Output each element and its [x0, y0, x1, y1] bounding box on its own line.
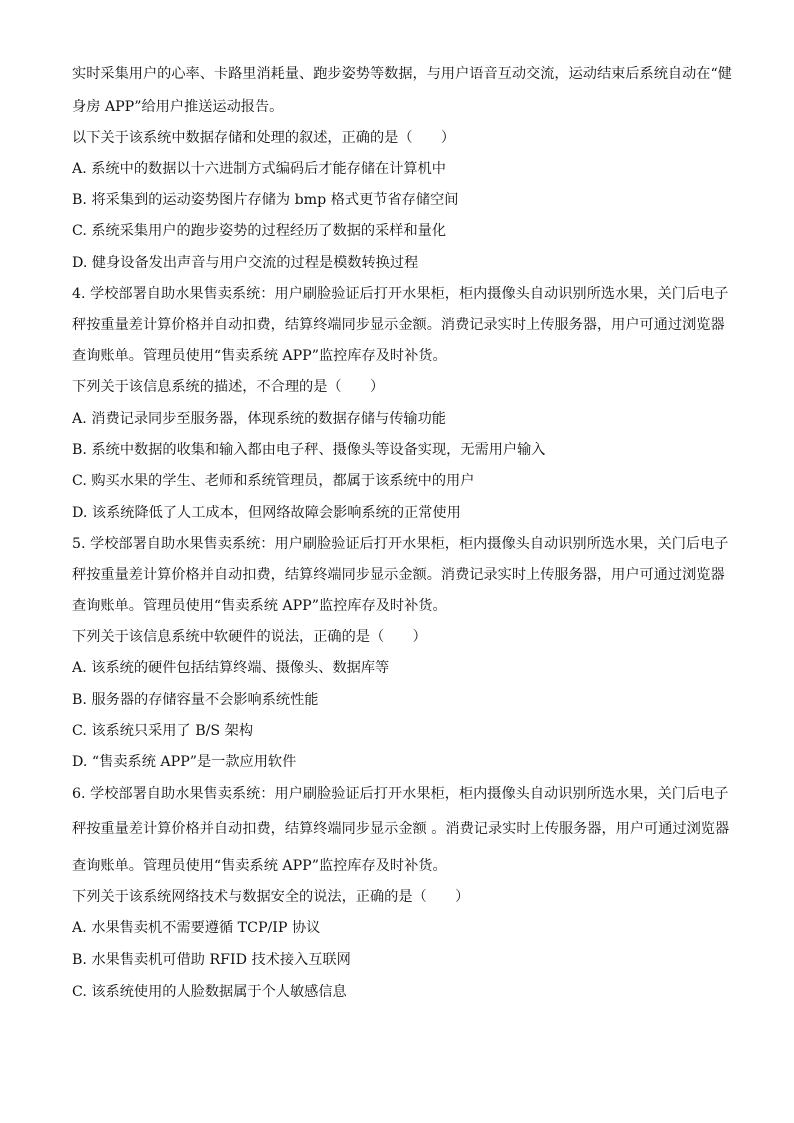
- question-6-option-a: A. 水果售卖机不需要遵循 TCP/IP 协议: [72, 920, 321, 936]
- question-5-option-a: A. 该系统的硬件包括结算终端、摄像头、数据库等: [72, 660, 390, 676]
- question-6-option-b: B. 水果售卖机可借助 RFID 技术接入互联网: [72, 952, 351, 968]
- question-4-stem: 下列关于该信息系统的描述，不合理的是（ ）: [72, 379, 385, 395]
- question-6-option-c: C. 该系统使用的人脸数据属于个人敏感信息: [72, 984, 347, 1000]
- question-4-text-line-2: 秤按重量差计算价格并自动扣费，结算终端同步显示金额。消费记录实时上传服务器，用户可通过浏览器: [72, 317, 725, 333]
- question-5-text-line-2: 秤按重量差计算价格并自动扣费，结算终端同步显示金额。消费记录实时上传服务器，用户可通过浏览器: [72, 567, 725, 583]
- intro-text-line-2: 身房 APP”给用户推送运动报告。: [72, 99, 284, 115]
- question-4-option-d: D. 该系统降低了人工成本，但网络故障会影响系统的正常使用: [72, 505, 461, 521]
- question-6-stem: 下列关于该系统网络技术与数据安全的说法，正确的是（ ）: [72, 889, 470, 905]
- question-6-text-line-3: 查询账单。管理员使用“售卖系统 APP”监控库存及时补货。: [72, 858, 447, 874]
- question-5-stem: 下列关于该信息系统中软硬件的说法，正确的是（ ）: [72, 629, 427, 645]
- question-6-text-line-2: 秤按重量差计算价格并自动扣费，结算终端同步显示金额 。消费记录实时上传服务器，用户可通过浏览器: [72, 821, 730, 837]
- question-5-text-line-3: 查询账单。管理员使用“售卖系统 APP”监控库存及时补货。: [72, 598, 447, 614]
- question-3-option-d: D. 健身设备发出声音与用户交流的过程是模数转换过程: [72, 255, 419, 271]
- question-4-text-line-3: 查询账单。管理员使用“售卖系统 APP”监控库存及时补货。: [72, 348, 447, 364]
- question-5-option-b: B. 服务器的存储容量不会影响系统性能: [72, 692, 319, 708]
- question-4-option-c: C. 购买水果的学生、老师和系统管理员，都属于该系统中的用户: [72, 473, 475, 489]
- question-3-option-c: C. 系统采集用户的跑步姿势的过程经历了数据的采样和量化: [72, 223, 447, 239]
- question-5-option-c: C. 该系统只采用了 B/S 架构: [72, 723, 254, 739]
- question-4-text-line-1: 4. 学校部署自助水果售卖系统：用户刷脸验证后打开水果柜，柜内摄像头自动识别所选水果，关门后电子: [72, 286, 729, 302]
- intro-text-line-1: 实时采集用户的心率、卡路里消耗量、跑步姿势等数据，与用户语音互动交流，运动结束后系统自动在“健: [72, 66, 732, 82]
- question-5-text-line-1: 5. 学校部署自助水果售卖系统：用户刷脸验证后打开水果柜，柜内摄像头自动识别所选水果，关门后电子: [72, 536, 729, 552]
- question-6-text-line-1: 6. 学校部署自助水果售卖系统：用户刷脸验证后打开水果柜，柜内摄像头自动识别所选水果，关门后电子: [72, 786, 729, 802]
- question-5-option-d: D. “售卖系统 APP”是一款应用软件: [72, 754, 297, 770]
- question-3-option-b: B. 将采集到的运动姿势图片存储为 bmp 格式更节省存储空间: [72, 192, 459, 208]
- question-4-option-b: B. 系统中数据的收集和输入都由电子秤、摄像头等设备实现，无需用户输入: [72, 442, 546, 458]
- question-4-option-a: A. 消费记录同步至服务器，体现系统的数据存储与传输功能: [72, 411, 446, 427]
- question-3-stem: 以下关于该系统中数据存储和处理的叙述，正确的是（ ）: [72, 130, 456, 146]
- question-3-option-a: A. 系统中的数据以十六进制方式编码后才能存储在计算机中: [72, 161, 446, 177]
